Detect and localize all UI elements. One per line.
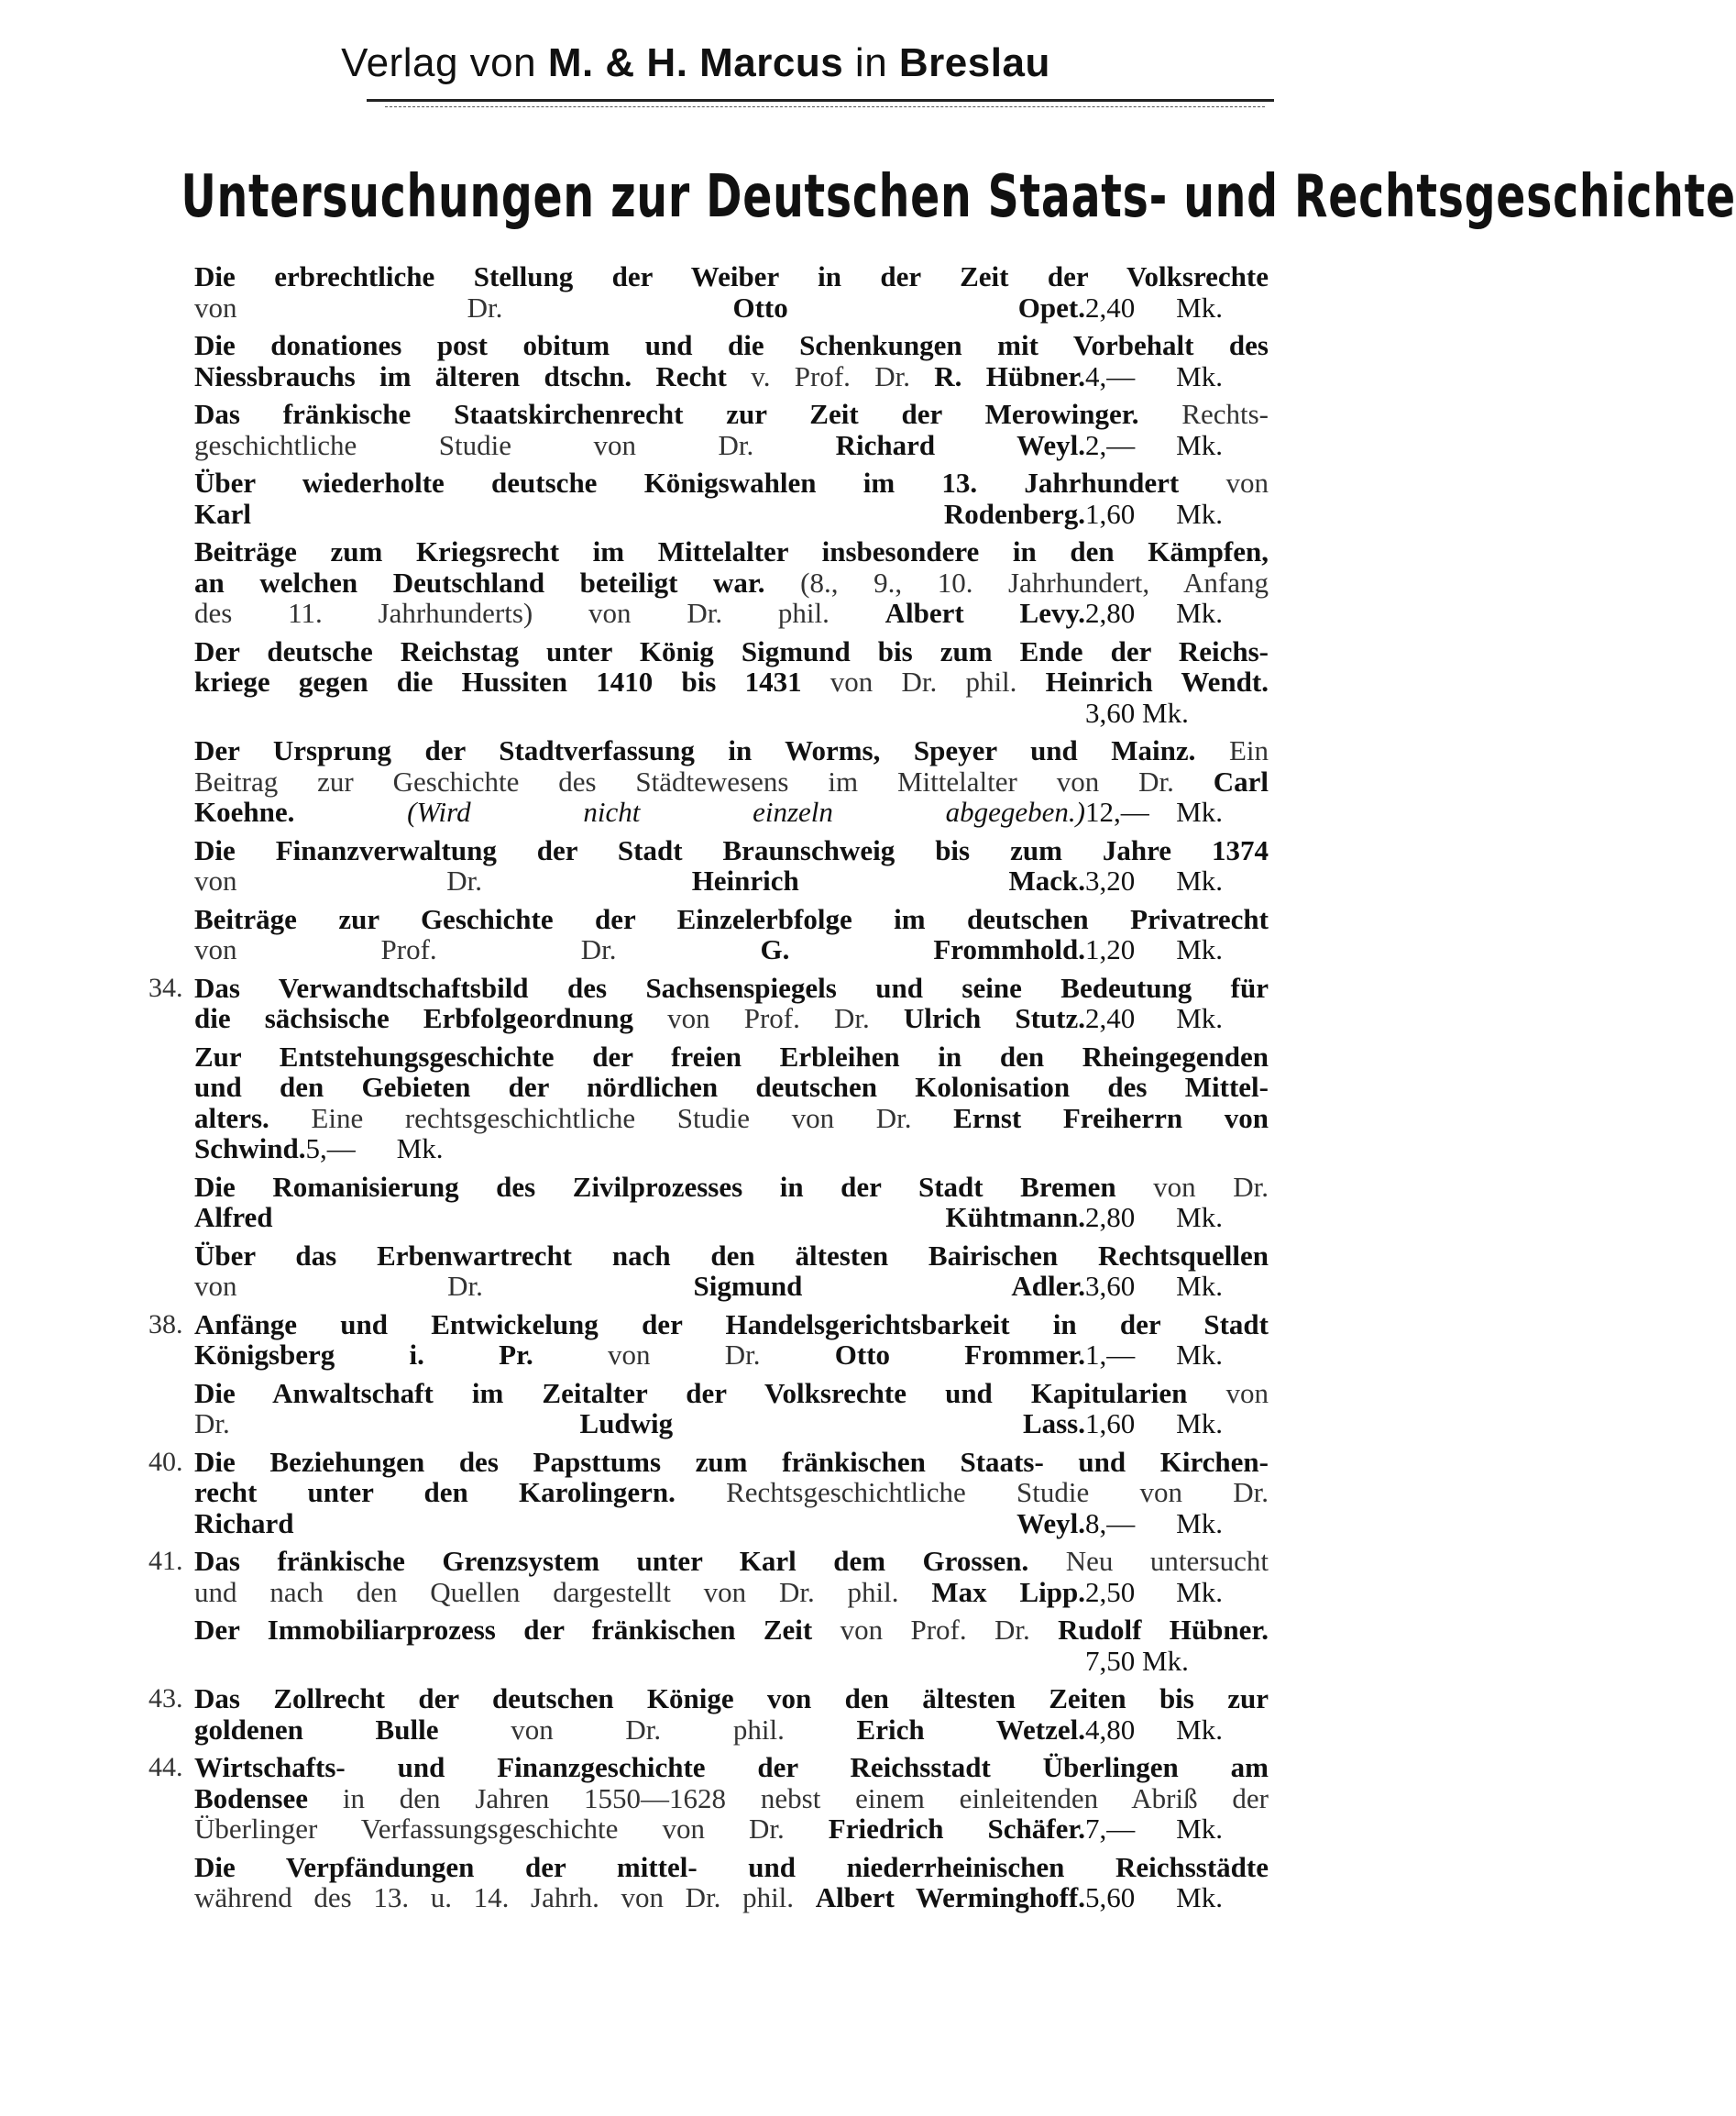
bold-text: Otto Opet. [732,291,1085,324]
catalog-entry [148,971,1269,1034]
bold-text: Karl Rodenberg. [194,497,1085,530]
regular-text: Rechtsgeschichtliche Studie von Dr. [726,1476,1269,1508]
regular-text: von Dr. [194,291,733,324]
entry-line [194,797,1269,828]
entry-line [194,1477,1269,1508]
bold-text: Ulrich Stutz. [903,1002,1086,1034]
bold-text: Über wiederholte deutsche Königswahlen im 13. Jahrhundert [194,467,1226,499]
entry-line [194,667,1269,698]
entry-line [194,735,1269,766]
bold-text: Die Anwaltschaft im Zeitalter der Volksrechte und Kapitularien [194,1376,1226,1409]
bold-text: Albert Werminghoff. [815,1881,1085,1913]
price: 8,— Mk. [1085,1506,1223,1539]
regular-text: von Prof. Dr. [840,1614,1059,1646]
regular-text: Neu untersucht [1065,1545,1269,1577]
regular-text: von Prof. Dr. [667,1002,904,1034]
bold-text: Wirtschafts- und Finanzgeschichte der Reichsstadt Überlingen am [194,1751,1269,1783]
bold-text: Koehne. [194,796,408,828]
price: 2,— Mk. [1085,428,1223,461]
entry-line [194,536,1269,568]
regular-text: Dr. [194,1407,580,1439]
entry-line [194,636,1269,667]
entry-line [194,1339,1269,1371]
bold-text: Heinrich Mack. [691,865,1086,897]
entry-line [194,1240,1269,1272]
bold-text: Beiträge zur Geschichte der Einzelerbfolge im deutschen Privatrecht [194,902,1269,935]
regular-text: (8., 9., 10. Jahrhundert, Anfang [800,566,1269,599]
entry-line [194,1172,1269,1203]
bold-text: Erich Wetzel. [856,1713,1085,1746]
catalog-entry [148,1445,1269,1539]
publisher-rule-dashed [385,106,1265,107]
bold-text: Die Verpfändungen der mittel- und niederrheinischen Reichsstädte [194,1850,1269,1883]
bold-text: an welchen Deutschland beteiligt war. [194,566,801,599]
catalog-entry [194,1615,1269,1676]
regular-text: und nach den Quellen dargestellt von Dr. phil. [194,1575,932,1608]
entry-line [194,904,1269,935]
catalog-entry [194,735,1269,828]
price: 3,60 Mk. [1085,696,1189,729]
regular-text: von Dr. [194,1270,694,1302]
entry-line [194,1882,1269,1913]
entry-line [194,698,1269,729]
bold-text: Die Romanisierung des Zivilprozesses in der Stadt Bremen [194,1170,1154,1203]
entry-number: 44. [148,1752,183,1782]
bold-text: Der deutsche Reichstag unter König Sigmund bis zum Ende der Reichs- [194,634,1269,667]
publisher-mid: in [843,40,899,85]
regular-text: von Dr. phil. [511,1713,857,1746]
bold-text: Der Immobiliarprozess der fränkischen Zeit [194,1614,841,1646]
regular-text: des 11. Jahrhunderts) von Dr. phil. [194,597,885,629]
bold-text: Der Ursprung der Stadtverfassung in Worms, Speyer und Mainz. [194,734,1229,766]
bold-text: recht unter den Karolingern. [194,1476,727,1508]
entry-line [194,766,1269,798]
regular-text: von Prof. Dr. [194,933,761,965]
regular-text: während des 13. u. 14. Jahrh. von Dr. phil. [194,1881,816,1913]
bold-text: Max Lipp. [931,1575,1085,1608]
publisher-line [0,40,1391,86]
price: 3,20 Mk. [1085,865,1224,897]
price: 2,80 Mk. [1085,597,1223,629]
regular-text: Überlinger Verfassungsgeschichte von Dr. [194,1813,829,1845]
bold-text: Das fränkische Grenzsystem unter Karl dem Grossen. [194,1545,1066,1577]
catalog-entry [194,1240,1269,1302]
bold-text: Niessbrauchs im älteren dtschn. Recht [194,359,752,392]
bold-text: alters. [194,1101,312,1134]
price: 1,20 Mk. [1085,933,1224,965]
entry-line [194,934,1269,965]
price: 2,40 Mk. [1085,291,1223,324]
catalog-entry [194,636,1269,729]
price: 4,80 Mk. [1085,1713,1223,1746]
catalog-entry [194,399,1269,460]
entry-number: 43. [148,1683,183,1714]
bold-text: Bodensee [194,1781,343,1814]
catalog-entry [148,1545,1269,1608]
catalog-entry [194,536,1269,629]
bold-text: Richard Weyl. [194,1506,1085,1539]
catalog-entry [148,1307,1269,1371]
entry-number: 38. [148,1308,183,1339]
price: 7,50 Mk. [1085,1644,1189,1677]
regular-text: von Dr. [1153,1170,1269,1203]
regular-text: von Dr. phil. [830,666,1046,698]
regular-text: Ein [1228,734,1269,766]
price: 1,60 Mk. [1085,497,1223,530]
bold-text: Otto Frommer. [834,1339,1085,1371]
entry-number: 41. [148,1546,183,1576]
italic-note: (Wird nicht einzeln abgegeben.) [407,796,1085,828]
price: 5,— Mk. [305,1132,444,1164]
entry-number: 40. [148,1446,183,1477]
catalog-entry [194,1172,1269,1233]
bold-text: Friedrich Schäfer. [828,1813,1085,1845]
bold-text: Das fränkische Staatskirchenrecht zur Zeit der Merowinger. [194,398,1182,430]
price: 2,80 Mk. [1085,1201,1223,1233]
regular-text: geschichtliche Studie von Dr. [194,428,836,461]
bold-text: Die Finanzverwaltung der Stadt Braunschweig bis zum Jahre 1374 [194,833,1269,866]
entry-line [194,1271,1269,1302]
price: 7,— Mk. [1085,1813,1223,1845]
entry-line [194,1615,1269,1646]
catalog-entry [194,261,1269,323]
entry-line [194,1646,1269,1677]
price: 5,60 Mk. [1085,1881,1223,1913]
bold-text: Die erbrechtliche Stellung der Weiber in der Zeit der Volksrechte [194,260,1269,292]
publisher-name: M. & H. Marcus [547,40,844,85]
catalog-entry [194,1852,1269,1913]
entry-line [194,1378,1269,1409]
entry-line [194,261,1269,292]
publisher-prefix: Verlag von [341,40,548,85]
entry-line [194,1813,1269,1845]
entry-line [194,1202,1269,1233]
bold-text: und den Gebieten der nördlichen deutschen Kolonisation des Mittel- [194,1071,1269,1103]
entry-line [194,1133,1269,1164]
regular-text: von Dr. [194,865,692,897]
catalog-entry [148,1682,1269,1746]
entry-line [194,835,1269,866]
price: 2,40 Mk. [1085,1002,1224,1034]
catalog-entry [194,468,1269,529]
bold-text: Die Beziehungen des Papsttums zum fränkischen Staats- und Kirchen- [194,1445,1269,1478]
publisher-city: Breslau [898,40,1050,85]
entry-line [194,361,1269,392]
entry-line [194,1783,1269,1814]
bold-text: Königsberg i. Pr. [194,1339,609,1371]
bold-text: Zur Entstehungsgeschichte der freien Erbleihen in den Rheingegenden [194,1040,1269,1073]
bold-text: Carl [1213,765,1269,798]
regular-text: Eine rechtsgeschichtliche Studie von Dr. [311,1101,954,1134]
catalog-entries [148,260,1269,1921]
bold-text: Das Verwandtschaftsbild des Sachsenspiegels und seine Bedeutung für [194,971,1269,1004]
bold-text: Sigmund Adler. [693,1270,1085,1302]
entry-line [194,430,1269,461]
catalog-entry [194,1041,1269,1164]
entry-line [194,399,1269,430]
bold-text: Das Zollrecht der deutschen Könige von den ältesten Zeiten bis zur [194,1682,1269,1714]
bold-text: Rudolf Hübner. [1058,1614,1269,1646]
entry-number: 34. [148,972,183,1003]
entry-line [194,1309,1269,1340]
entry-line [194,1447,1269,1478]
publisher-rule [367,99,1274,102]
entry-line [194,1683,1269,1714]
bold-text: Richard Weyl. [835,428,1085,461]
entry-line [194,292,1269,324]
bold-text: Beiträge zum Kriegsrecht im Mittelalter insbesondere in den Kämpfen, [194,535,1269,568]
bold-text: R. Hübner. [934,359,1085,392]
price: 1,60 Mk. [1085,1407,1223,1439]
regular-text: Rechts- [1181,398,1269,430]
regular-text: in den Jahren 1550—1628 nebst einem einleitenden Abriß der [342,1781,1269,1814]
entry-line [194,1714,1269,1746]
bold-text: die sächsische Erbfolgeordnung [194,1002,668,1034]
entry-line [194,1508,1269,1539]
entry-line [194,598,1269,629]
price: 3,60 Mk. [1085,1270,1223,1302]
entry-line [194,973,1269,1004]
catalog-entry [194,904,1269,965]
entry-line [194,1072,1269,1103]
entry-line [194,568,1269,599]
entry-line [194,1852,1269,1883]
bold-text: goldenen Bulle [194,1713,511,1746]
entry-line [194,468,1269,499]
bold-text: Alfred Kühtmann. [194,1201,1085,1233]
entry-line [194,1546,1269,1577]
regular-text: von [1225,1376,1269,1409]
regular-text: von [1225,467,1269,499]
bold-text: Albert Levy. [884,597,1085,629]
price: 12,— Mk. [1085,796,1223,828]
price: 4,— Mk. [1085,359,1223,392]
bold-text: Ludwig Lass. [579,1407,1085,1439]
bold-text: Über das Erbenwartrecht nach den ältesten Bairischen Rechtsquellen [194,1239,1269,1272]
entry-line [194,1003,1269,1034]
bold-text: G. Frommhold. [760,933,1086,965]
regular-text: von Dr. [608,1339,835,1371]
bold-text: Schwind. [194,1132,306,1164]
price: 2,50 Mk. [1085,1575,1223,1608]
entry-line [194,1408,1269,1439]
entry-line [194,1752,1269,1783]
catalog-entry [148,1751,1269,1845]
regular-text: Beitrag zur Geschichte des Städtewesens im Mittelalter von Dr. [194,765,1214,798]
entry-line [194,865,1269,897]
entry-line [194,499,1269,530]
entry-line [194,1041,1269,1073]
bold-text: Heinrich Wendt. [1045,666,1269,698]
regular-text: v. Prof. Dr. [751,359,935,392]
catalog-entry [194,835,1269,897]
bold-text: Ernst Freiherrn von [953,1101,1269,1134]
bold-text: Anfänge und Entwickelung der Handelsgerichtsbarkeit in der Stadt [194,1307,1269,1340]
catalog-entry [194,1378,1269,1439]
entry-line [194,1103,1269,1134]
series-title: Untersuchungen zur Deutschen Staats- und Rechtsgeschichte [181,163,1736,231]
entry-line [194,1577,1269,1608]
bold-text: kriege gegen die Hussiten 1410 bis 1431 [194,666,830,698]
entry-line [194,330,1269,361]
catalog-entry [194,330,1269,391]
bold-text: Die donationes post obitum und die Schenkungen mit Vorbehalt des [194,329,1269,361]
price: 1,— Mk. [1085,1339,1223,1371]
